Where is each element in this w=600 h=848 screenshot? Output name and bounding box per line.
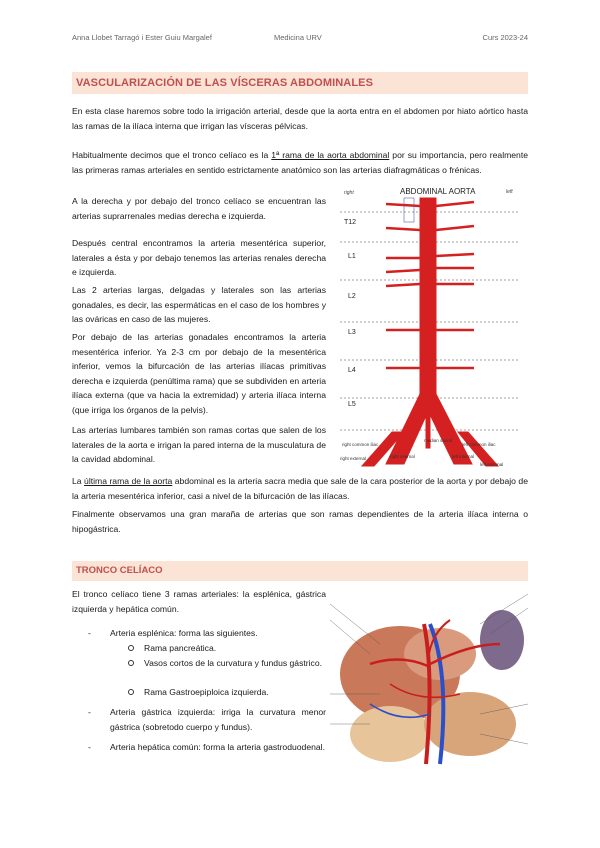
finalmente-paragraph: Finalmente observamos una gran maraña de arterias que son ramas dependientes de la arteria ilíaca interna o hipogástrica. xyxy=(72,509,528,534)
vertebra-label-l1: L1 xyxy=(348,253,356,260)
habit-underlined: 1ª rama de la aorta abdominal xyxy=(271,150,390,160)
mesenterica-inferior-paragraph: Por debajo de las arterias gonadales encontramos la arteria mesentérica inferior. Ya 2-3 cm por debajo de la mesentérica inferior, vemos la bifurcación de las arterias ilíacas primitivas derecha e izquierda (penúltima rama) que se subdividen en arteria ilíaca externa (que va hacia la extremidad) y arteria ilíaca interna (que irriga los órganos de la pelvis). xyxy=(72,332,326,415)
sub-item-label: Vasos cortos de la curvatura y fundus gástrico. xyxy=(144,658,323,668)
aorta-figure-title: ABDOMINAL AORTA xyxy=(400,187,476,196)
list-item-label: Arteria esplénica: forma las siguientes. xyxy=(110,628,258,638)
bullet-circle-icon xyxy=(128,689,134,695)
mesenterica-superior-paragraph: Después central encontramos la arteria mesentérica superior, laterales a ésta y por debajo tenemos las arterias renales derecha e izquierda. xyxy=(72,238,326,278)
aorta-right-label: right xyxy=(344,190,354,196)
label-median-sacral: median sacral xyxy=(424,438,453,443)
hiatus-box xyxy=(404,198,414,222)
label-right-common-iliac: right common iliac xyxy=(342,442,379,447)
aorta-left-label: left xyxy=(506,189,513,195)
header-authors: Anna Llobet Tarragó i Ester Guiu Margalef xyxy=(72,33,212,42)
label-right-internal: right internal xyxy=(390,454,415,459)
bullet-circle-icon xyxy=(128,660,134,666)
list-dash: - xyxy=(88,742,91,752)
habit-text-pre: Habitualmente decimos que el tronco celíaco es la xyxy=(72,150,272,160)
list-item-label: Arteria hepática común: forma la arteria gastroduodenal. xyxy=(110,742,325,752)
section-title-vascularizacion: VASCULARIZACIÓN DE LAS VÍSCERAS ABDOMINALES xyxy=(72,72,528,94)
sub-item-label: Rama Gastroepiploica izquierda. xyxy=(144,687,269,697)
section-title-tronco-celiaco: TRONCO CELÍACO xyxy=(72,561,528,581)
vertebra-label-l3: L3 xyxy=(348,329,356,336)
list-dash: - xyxy=(88,707,91,717)
lumbares-paragraph: Las arterias lumbares también son ramas cortas que salen de los laterales de la aorta e irrigan la pared interna de la musculatura de la cavidad abdominal. xyxy=(72,425,326,465)
page-header xyxy=(72,33,528,47)
vertebra-label-t12: T12 xyxy=(344,219,357,226)
vertebra-label-l5: L5 xyxy=(348,401,356,408)
gonadales-paragraph: Las 2 arterias largas, delgadas y laterales son las arterias gonadales, es decir, las espermáticas en el caso de los hombres y las ováricas en caso de las mujeres. xyxy=(72,285,326,325)
label-left-common-iliac: left common iliac xyxy=(462,442,496,447)
ultima-underlined: última rama de la aorta xyxy=(84,476,173,486)
list-item-label: Arteria gástrica izquierda: irriga la curvatura menor gástrica (sobretodo cuerpo y fundus). xyxy=(110,707,326,732)
list-dash: - xyxy=(88,628,91,638)
abdominal-aorta-figure xyxy=(334,184,526,468)
vertebra-label-l2: L2 xyxy=(348,293,356,300)
bullet-circle-icon xyxy=(128,645,134,651)
intro-paragraph: En esta clase haremos sobre todo la irrigación arterial, desde que la aorta entra en el abdomen por hiato aórtico hasta las ramas de la ilíaca interna que irrigan las vísceras pélvicas. xyxy=(72,106,528,131)
label-right-external: right external xyxy=(340,456,367,461)
suprarrenales-paragraph: A la derecha y por debajo del tronco celíaco se encuentran las arterias suprarrenales medias derecha e izquierda. xyxy=(72,196,326,221)
ultima-text-post: abdominal es la arteria sacra media que sale de la cara posterior de la aorta y por debajo de la arteria mesentérica inferior, casi a nivel de la bifurcación de las ilíacas. xyxy=(72,476,528,501)
celiac-trunk-illustration xyxy=(330,584,528,772)
ultima-rama-paragraph xyxy=(72,474,528,503)
habitualmente-paragraph xyxy=(72,148,528,177)
tronco-intro-paragraph: El tronco celíaco tiene 3 ramas arteriales: la esplénica, gástrica izquierda y hepática común. xyxy=(72,589,326,614)
label-left-internal: left internal xyxy=(452,454,475,459)
aorta-trunk xyxy=(362,198,498,466)
habit-text-post: por su importancia, pero realmente las primeras ramas arteriales en sentido estrictamente anatómico son las arterias diafragmáticas o frénicas. xyxy=(72,150,529,175)
vertebra-label-l4: L4 xyxy=(348,367,356,374)
header-subject: Medicina URV xyxy=(274,33,322,42)
ultima-text-pre: La xyxy=(72,476,85,486)
label-left-external: left external xyxy=(480,462,504,467)
sub-item-label: Rama pancreática. xyxy=(144,643,217,653)
header-course: Curs 2023-24 xyxy=(482,33,528,42)
